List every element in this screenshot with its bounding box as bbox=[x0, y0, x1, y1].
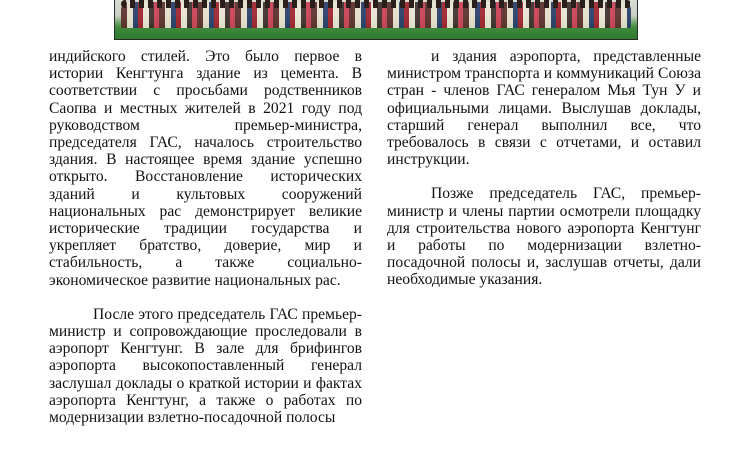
left-paragraph-2: После этого председатель ГАС премьер-министр и сопровождающие проследовали в аэропорт Кенгтунг. В зале для брифингов аэропорта высокопоставленный генерал заслушал доклады о краткой истории и фактах аэропорта Кенгтунг, а также о работах по модернизации взлетно-посадочной полосы bbox=[49, 305, 362, 427]
group-photo bbox=[114, 0, 638, 40]
group-heads bbox=[121, 0, 631, 8]
article-left-column bbox=[49, 48, 362, 426]
article-right-column bbox=[387, 48, 701, 289]
right-paragraph-1: и здания аэропорта, представленные министром транспорта и коммуникаций Союза стран - членов ГАС генералом Мья Тун У и официальными лицами. Выслушав доклады, старший генерал выполнил все, что требовалось в связи с отчетами, и оставил инструкции. bbox=[387, 48, 701, 169]
left-paragraph-1: индийского стилей. Это было первое в истории Кенгтунга здание из цемента. В соответствии с просьбами родственников Саопва и местных жителей в 2021 году под руководством премьер-министра, председателя ГАС, началось строительство здания. В настоящее время здание успешно открыто. Восстановление исторических зданий и культовых сооружений национальных рас демонстрирует великие исторические традиции государства и укрепляет братство, доверие, мир и стабильность, а также социально-экономическое развитие национальных рас. bbox=[49, 48, 362, 289]
right-paragraph-2: Позже председатель ГАС, премьер-министр и члены партии осмотрели площадку для строительства нового аэропорта Кенгтунг и работы по модернизации взлетно-посадочной полосы и, заслушав отчеты, дали необходимые указания. bbox=[387, 185, 701, 289]
